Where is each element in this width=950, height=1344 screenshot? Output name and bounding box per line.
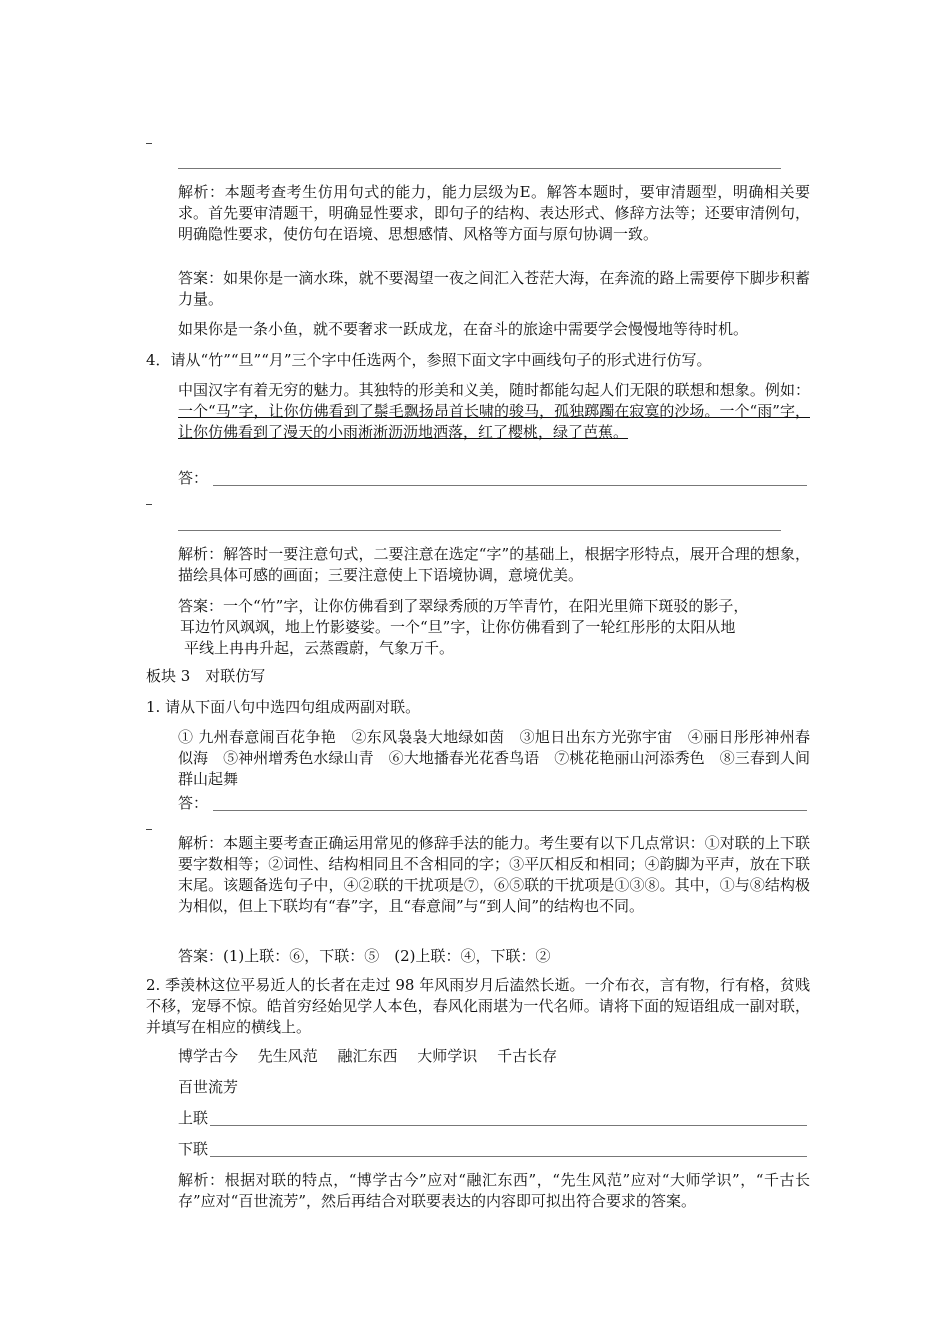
q3-answer-1: 答案：如果你是一滴水珠，就不要渴望一夜之间汇入苍茫大海，在奔流的路上需要停下脚步积蓄力量。 [178,269,810,308]
q4-prompt: 4．请从“竹”“旦”“月”三个字中任选两个，参照下面文字中画线句子的形式进行仿写。 [146,351,712,369]
q4-answer-line-3: 平线上冉冉升起，云蒸霞蔚，气象万千。 [184,639,455,657]
q4-passage [178,380,810,443]
s3q1-options: ① 九州春意闹百花争艳 ②东风袅袅大地绿如茵 ③旭日出东方光弥宇宙 ④丽日彤彤神州春似海 ⑤神州增秀色水绿山青 ⑥大地播春光花香鸟语 ⑦桃花艳丽山河添秀色 ⑧三春到人间群山起舞 [178,728,810,788]
q4-passage-plain: 中国汉字有着无穷的魅力。其独特的形美和义美，随时都能勾起人们无限的联想和想象。例如： [178,381,810,399]
s3q1-prompt: 1. 请从下面八句中选四句组成两副对联。 [146,698,421,716]
q4-passage-underlined: 一个“马”字，让你仿佛看到了鬃毛飘扬昂首长啸的骏马，孤独踯躅在寂寞的沙场。一个“雨”字，让你仿佛看到了漫天的小雨淅淅沥沥地洒落，红了樱桃，绿了芭蕉。 [178,402,810,441]
s3q2-phrases: 博学古今 先生风范 融汇东西 大师学识 千古长存 [178,1047,558,1065]
q4-answer-label: 答： [178,469,209,487]
s3q2-analysis: 解析：根据对联的特点，“博学古今”应对“融汇东西”，“先生风范”应对“大师学识”，“千古长存”应对“百世流芳”，然后再结合对联要表达的内容即可拟出符合要求的答案。 [178,1171,810,1210]
q4-answer-line-1: 答案：一个“竹”字，让你仿佛看到了翠绿秀颀的万竿青竹，在阳光里筛下斑驳的影子， [178,597,749,615]
margin-dash [146,143,152,144]
s3q1-answer-label: 答： [178,794,209,812]
margin-dash [146,504,152,505]
answer-blank-line[interactable] [178,168,781,169]
q4-analysis: 解析：解答时一要注意句式，二要注意在选定“字”的基础上，根据字形特点，展开合理的想象，描绘具体可感的画面；三要注意使上下语境协调，意境优美。 [178,545,810,584]
q3-analysis: 解析：本题考查考生仿用句式的能力，能力层级为E。解答本题时，要审清题型，明确相关要求。首先要审清题干，明确显性要求，即句子的结构、表达形式、修辞方法等；还要审清例句，明确隐性要求，使仿句在语境、思想感情、风格等方面与原句协调一致。 [178,183,810,243]
q3-answer-2: 如果你是一条小鱼，就不要奢求一跃成龙，在奋斗的旅途中需要学会慢慢地等待时机。 [178,320,749,338]
upper-couplet-label: 上联 [178,1109,209,1127]
margin-dash [146,829,152,830]
s3q2-phrase-last: 百世流芳 [178,1078,239,1096]
q4-answer-line-2: 耳边竹风飒飒，地上竹影婆娑。一个“旦”字，让你仿佛看到了一轮红彤彤的太阳从地 [180,618,736,636]
s3q2-prompt [146,975,810,1038]
s3q1-analysis: 解析：本题主要考查正确运用常见的修辞手法的能力。考生要有以下几点常识：①对联的上下联要字数相等；②词性、结构相同且不含相同的字；③平仄相反和相同；④韵脚为平声，放在下联末尾。该题备选句子中，④②联的干扰项是⑦，⑥⑤联的干扰项是①③⑧。其中，①与⑧结构极为相似，但上下联均有“春”字，且“春意闹”与“到人间”的结构也不同。 [178,834,810,915]
lower-couplet-label: 下联 [178,1140,209,1158]
q4-answer-line[interactable] [213,485,807,486]
section-title: 板块 3 对联仿写 [146,667,266,685]
s3q1-answer: 答案：(1)上联：⑥，下联：⑤ (2)上联：④，下联：② [178,947,551,965]
answer-blank-line[interactable] [178,530,781,531]
s3q2-prompt-text: 2. 季羡林这位平易近人的长者在走过 98 年风雨岁月后溘然长逝。一介布衣，言有物，行有格，贫贱不移，宠辱不惊。皓首穷经始见学人本色，春风化雨堪为一代名师。请将下面的短语组成一副对联，并填写在相应的横线上。 [146,976,810,1036]
lower-couplet-input-line[interactable] [210,1156,807,1157]
s3q1-answer-line[interactable] [213,810,807,811]
upper-couplet-input-line[interactable] [210,1125,807,1126]
